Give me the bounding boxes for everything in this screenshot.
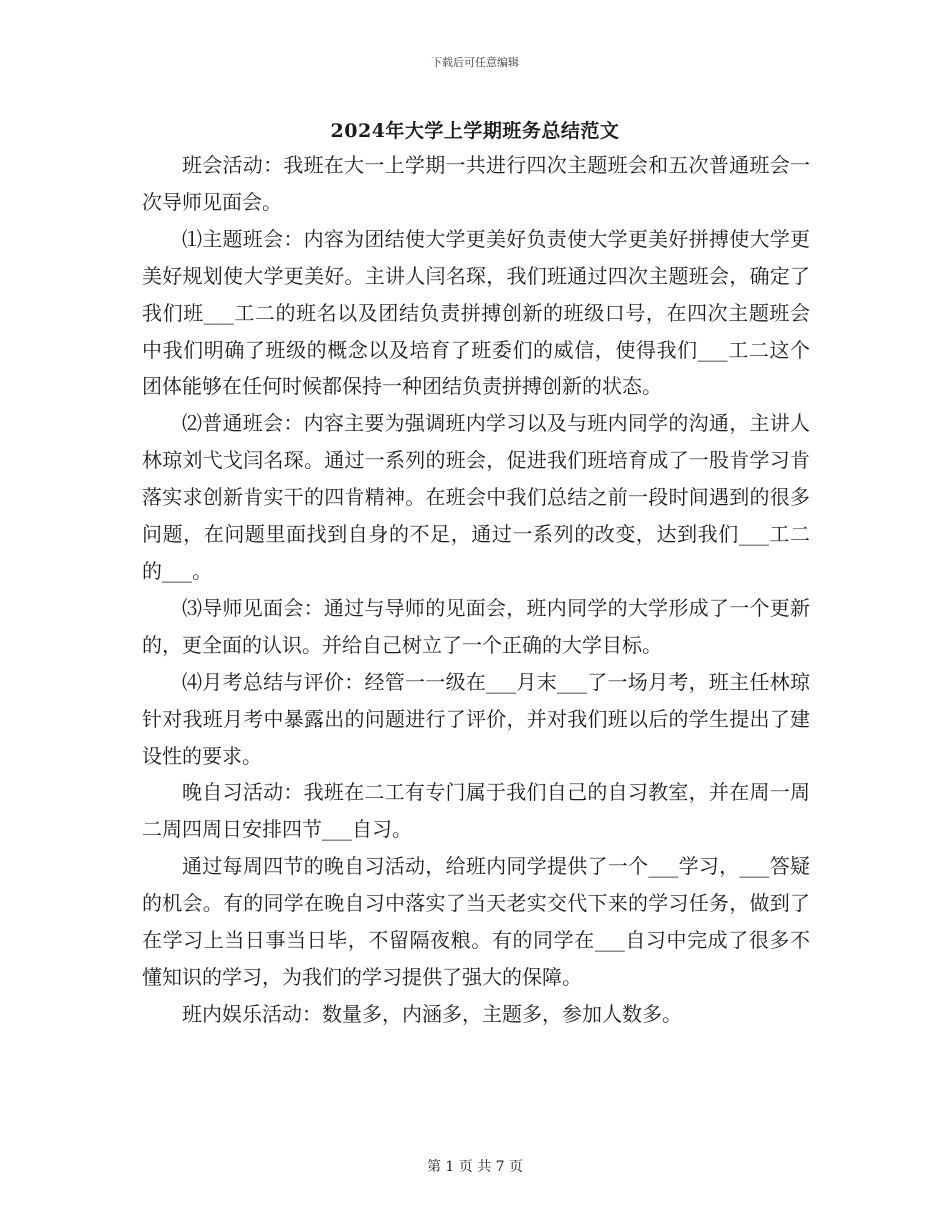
paragraph-monthly-exam: ⑷月考总结与评价：经管一一级在___月末___了一场月考，班主任林琼针对我班月考中暴露出的问题进行了评价，并对我们班以后的学生提出了建设性的要求。: [142, 669, 810, 768]
paragraph-evening-study-benefits: 通过每周四节的晚自习活动，给班内同学提供了一个___学习，___答疑的机会。有的同学在晚自习中落实了当天老实交代下来的学习任务，做到了在学习上当日事当日毕，不留隔夜粮。有的同学在___自习中完成了很多不懂知识的学习，为我们的学习提供了强大的保障。: [142, 854, 810, 989]
download-edit-note: 下载后可任意编辑: [431, 56, 519, 69]
document-title: 2024年大学上学期班务总结范文: [330, 120, 620, 142]
page-number: 第 1 页 共 7 页: [426, 1159, 524, 1175]
paragraph-advisor-meeting: ⑶导师见面会：通过与导师的见面会，班内同学的大学形成了一个更新的，更全面的认识。并给自己树立了一个正确的大学目标。: [142, 595, 810, 657]
paragraph-regular-meetings: ⑵普通班会：内容主要为强调班内学习以及与班内同学的沟通，主讲人林琼刘弋戈闫名琛。通过一系列的班会，促进我们班培育成了一股肯学习肯落实求创新肯实干的四肯精神。在班会中我们总结之前一段时间遇到的很多问题，在问题里面找到自身的不足，通过一系列的改变，达到我们___工二的___。: [142, 411, 810, 583]
paragraph-class-meetings: 班会活动：我班在大一上学期一共进行四次主题班会和五次普通班会一次导师见面会。: [142, 153, 810, 214]
paragraph-entertainment: 班内娱乐活动：数量多，内涵多，主题多，参加人数多。: [182, 1001, 682, 1026]
paragraph-evening-study: 晚自习活动：我班在二工有专门属于我们自己的自习教室，并在周一周二周四周日安排四节___自习。: [142, 780, 810, 842]
paragraph-theme-meetings: ⑴主题班会：内容为团结使大学更美好负责使大学更美好拼搏使大学更美好规划使大学更美好。主讲人闫名琛，我们班通过四次主题班会，确定了我们班___工二的班名以及团结负责拼搏创新的班级口号，在四次主题班会中我们明确了班级的概念以及培育了班委们的威信，使得我们___工二这个团体能够在任何时候都保持一种团结负责拼搏创新的状态。: [142, 226, 810, 399]
document-body: [142, 147, 810, 1033]
